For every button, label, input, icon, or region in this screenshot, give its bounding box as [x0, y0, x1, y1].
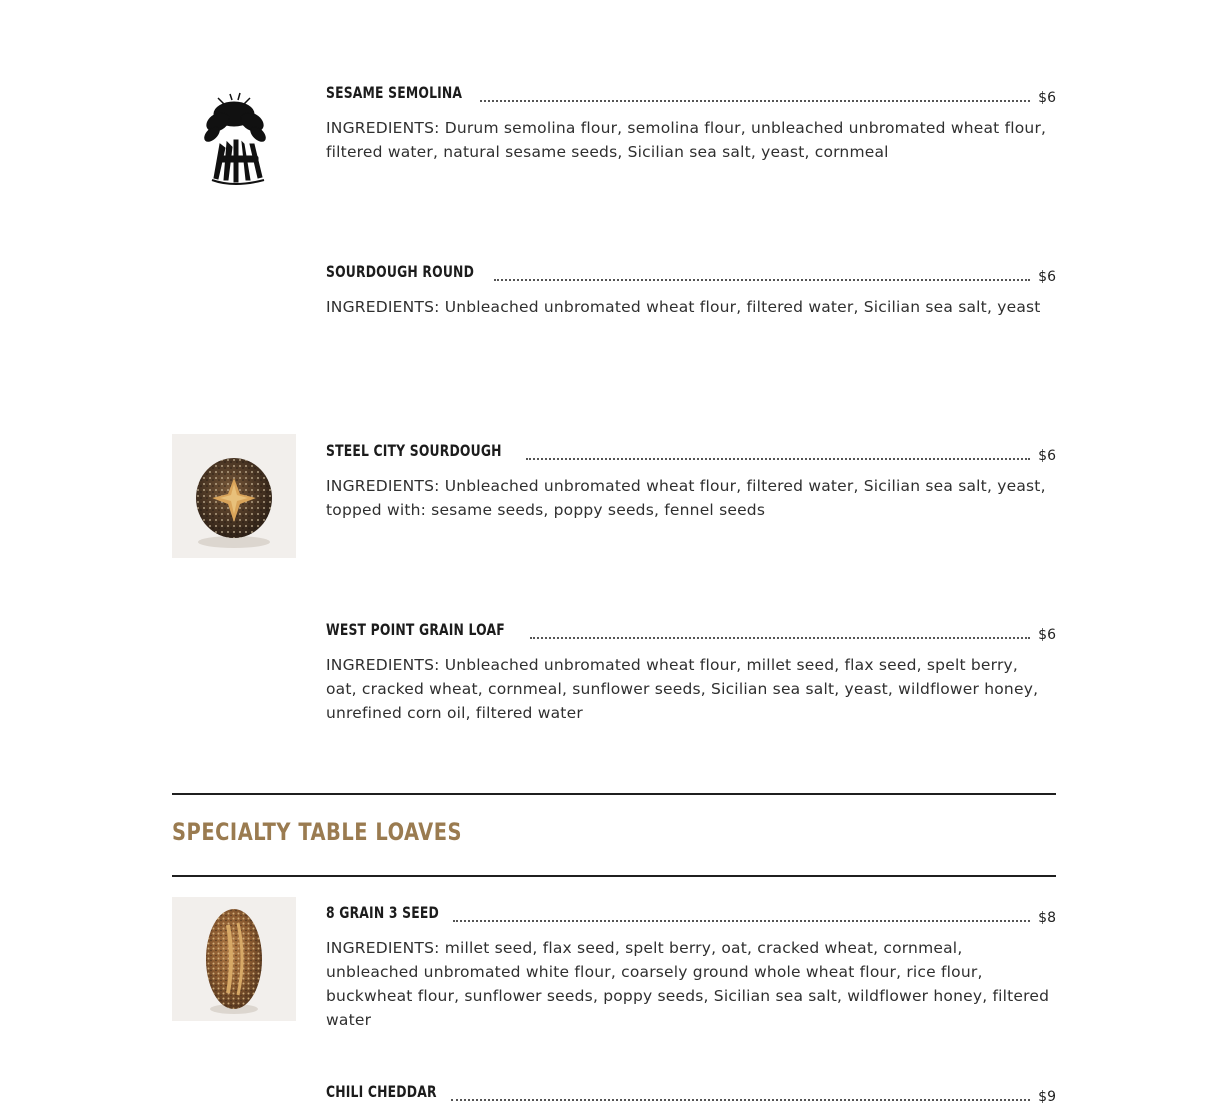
item-name: WEST POINT GRAIN LOAF [326, 620, 505, 639]
item-content [326, 615, 1056, 725]
item-ingredients: INGREDIENTS: Unbleached unbromated wheat flour, millet seed, flax seed, spelt berry, oat, cracked wheat, cornmeal, sunflower seeds, Sicilian sea salt, yeast, wildflower honey, unrefined corn oil, filtered water [326, 656, 1039, 722]
item-name: SESAME SEMOLINA [326, 83, 463, 102]
item-ingredients: INGREDIENTS: Unbleached unbromated wheat flour, filtered water, Sicilian sea salt, yeast, topped with: sesame seeds, poppy seeds, fennel seeds [326, 477, 1046, 519]
section-heading: SPECIALTY TABLE LOAVES [172, 818, 463, 846]
item-price: $9 [1038, 1089, 1056, 1105]
title-row [326, 436, 1056, 464]
dotted-leader [453, 919, 1030, 922]
item-price: $8 [1038, 910, 1056, 926]
item-price: $6 [1038, 269, 1056, 285]
wheat-sheaf-icon [172, 92, 296, 216]
title-row [326, 78, 1056, 106]
item-content [326, 1077, 1056, 1105]
item-name: SOURDOUGH ROUND [326, 262, 475, 281]
item-content [326, 257, 1056, 319]
oval-grain-loaf-photo[interactable] [172, 897, 296, 1021]
item-ingredients: INGREDIENTS: millet seed, flax seed, spelt berry, oat, cracked wheat, cornmeal, unbleached unbromated white flour, coarsely ground whole wheat flour, rice flour, buckwheat flour, sunflower seeds, poppy seeds, Sicilian sea salt, wildflower honey, filtered water [326, 939, 1050, 1029]
item-content [326, 436, 1056, 522]
section-divider-top [172, 793, 1056, 795]
item-ingredients: INGREDIENTS: Unbleached unbromated wheat flour, filtered water, Sicilian sea salt, yeast [326, 298, 1041, 316]
title-row [326, 615, 1056, 643]
round-seeded-loaf-photo[interactable] [172, 434, 296, 558]
title-row [326, 898, 1056, 926]
title-row [326, 1077, 1056, 1105]
dotted-leader [494, 278, 1030, 281]
dotted-leader [526, 457, 1030, 460]
dotted-leader [451, 1098, 1031, 1101]
dotted-leader [480, 99, 1030, 102]
item-content [326, 78, 1056, 164]
item-price: $6 [1038, 627, 1056, 643]
item-price: $6 [1038, 448, 1056, 464]
item-name: 8 GRAIN 3 SEED [326, 903, 439, 922]
item-name: STEEL CITY SOURDOUGH [326, 441, 502, 460]
section-divider-bottom [172, 875, 1056, 877]
title-row [326, 257, 1056, 285]
item-price: $6 [1038, 90, 1056, 106]
item-content [326, 898, 1056, 1032]
dotted-leader [530, 636, 1030, 639]
item-ingredients: INGREDIENTS: Durum semolina flour, semolina flour, unbleached unbromated wheat flour, filtered water, natural sesame seeds, Sicilian sea salt, yeast, cornmeal [326, 119, 1047, 161]
item-name: CHILI CHEDDAR [326, 1082, 437, 1101]
